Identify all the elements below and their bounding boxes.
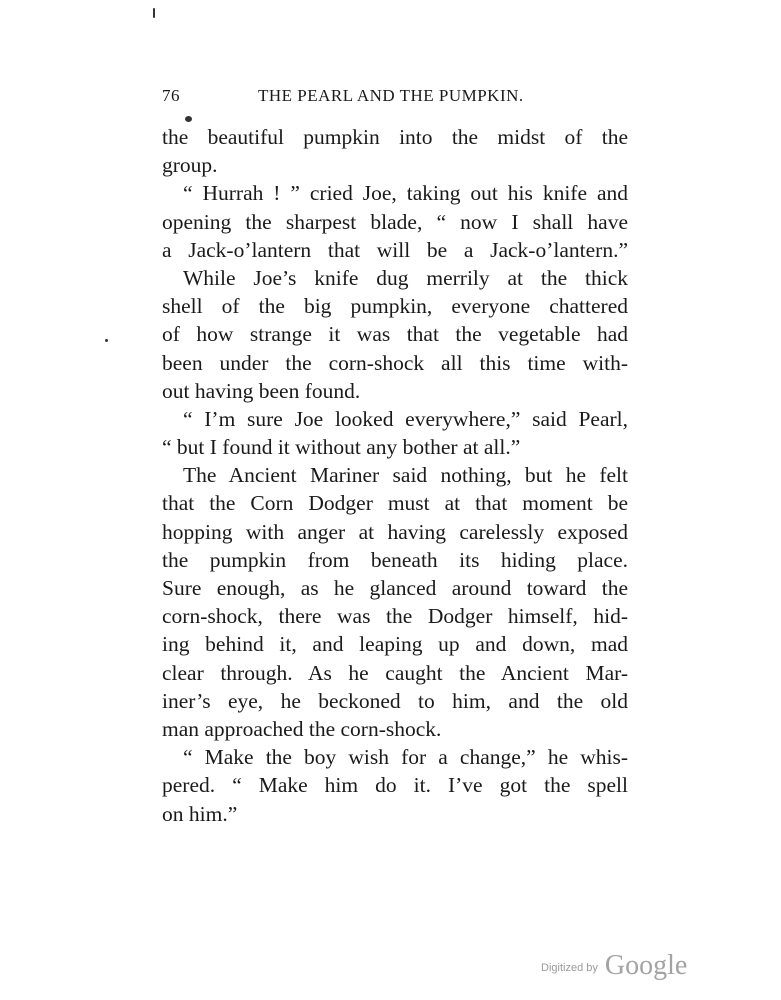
text-line: of how strange it was that the vegetable had	[162, 322, 628, 347]
scan-speck	[185, 116, 192, 122]
text-line: the beautiful pumpkin into the midst of the	[162, 125, 628, 149]
digitized-by-watermark	[541, 950, 687, 984]
text-line: on him.”	[162, 801, 238, 826]
text-line: shell of the big pumpkin, everyone chattered	[162, 294, 628, 319]
scan-speck	[153, 8, 155, 18]
text-line: “ Hurrah ! ” cried Joe, taking out his knife and	[183, 181, 628, 206]
text-line: man approached the corn-shock.	[162, 716, 442, 741]
text-line: corn-shock, there was the Dodger himself, hid-	[162, 604, 628, 629]
text-line: “ Make the boy wish for a change,” he whis-	[183, 745, 628, 770]
text-line: clear through. As he caught the Ancient Mar-	[162, 660, 628, 685]
text-line: Sure enough, as he glanced around toward the	[162, 576, 628, 600]
text-line: been under the corn-shock all this time with-	[162, 350, 628, 375]
text-line: hopping with anger at having carelessly exposed	[162, 519, 628, 544]
text-line: The Ancient Mariner said nothing, but he felt	[183, 463, 628, 488]
text-line: the pumpkin from beneath its hiding place.	[162, 547, 628, 572]
watermark-prefix: Digitized by	[541, 962, 598, 974]
page-number: 76	[162, 86, 180, 105]
text-line: pered. “ Make him do it. I’ve got the spell	[162, 773, 628, 798]
google-logo: Google	[604, 950, 688, 981]
text-line: “ but I found it without any bother at all.”	[162, 435, 521, 460]
text-line: opening the sharpest blade, “ now I shall have	[162, 209, 628, 234]
text-line: group.	[162, 153, 218, 178]
text-line: ing behind it, and leaping up and down, mad	[162, 632, 628, 657]
page-body	[162, 123, 628, 828]
text-line: a Jack-o’lantern that will be a Jack-o’lantern.”	[162, 237, 628, 262]
scan-speck	[105, 339, 108, 342]
text-line: iner’s eye, he beckoned to him, and the old	[162, 688, 628, 713]
running-header	[162, 86, 632, 108]
running-head-title: THE PEARL AND THE PUMPKIN.	[258, 86, 524, 105]
text-line: “ I’m sure Joe looked everywhere,” said Pearl,	[183, 406, 628, 431]
text-line: While Joe’s knife dug merrily at the thick	[183, 265, 628, 290]
text-line: that the Corn Dodger must at that moment be	[162, 491, 628, 516]
text-line: out having been found.	[162, 378, 361, 403]
